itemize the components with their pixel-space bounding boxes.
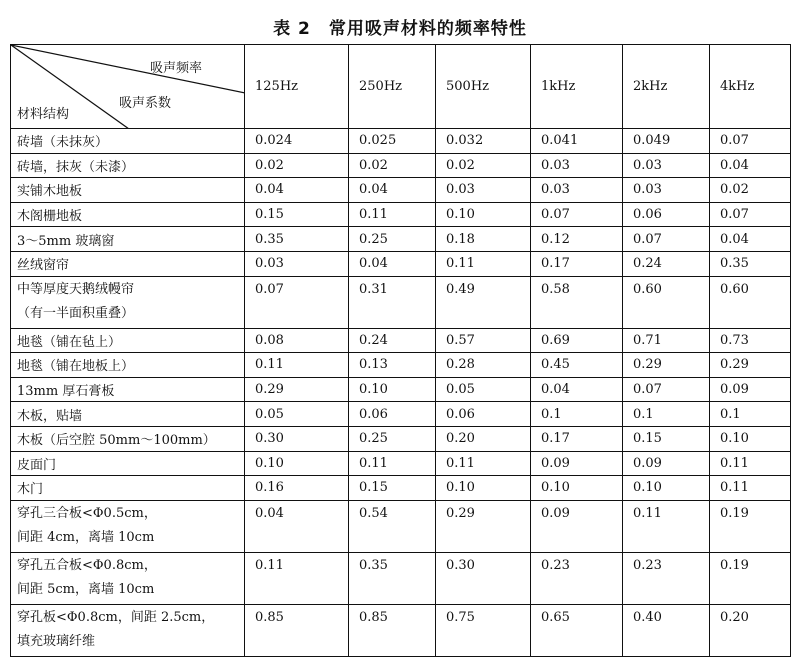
coefficient-cell: 0.85 [349,604,436,656]
table-row [11,604,791,656]
column-header-125hz: 125Hz [245,45,349,129]
coefficient-cell: 0.49 [436,276,531,328]
coefficient-cell: 0.30 [436,552,531,604]
coefficient-cell: 0.31 [349,276,436,328]
coefficient-cell: 0.04 [349,251,436,276]
header-row [11,45,791,129]
coefficient-cell: 0.10 [436,476,531,501]
material-text: 穿孔板<Φ0.8cm，间距 2.5cm， [17,610,215,626]
coefficient-cell: 0.10 [245,451,349,476]
coefficient-cell: 0.11 [245,552,349,604]
material-cell [11,402,245,427]
material-text: 木板（后空腔 50mm～100mm） [17,433,216,449]
coefficient-cell: 0.07 [623,377,710,402]
material-text: 穿孔三合板<Φ0.5cm， [17,506,157,522]
table-row [11,227,791,252]
coefficient-cell: 0.13 [349,353,436,378]
table-row [11,276,791,328]
coefficient-cell: 0.10 [436,202,531,227]
coefficient-cell: 0.024 [245,129,349,154]
coefficient-cell: 0.11 [349,202,436,227]
coefficient-cell: 0.041 [531,129,623,154]
coefficient-cell: 0.09 [531,451,623,476]
coefficient-cell: 0.06 [436,402,531,427]
corner-header-cell [11,45,245,129]
material-text: 填充玻璃纤维 [17,634,96,650]
corner-label-frequency: 吸声频率 [149,61,202,76]
coefficient-cell: 0.25 [349,227,436,252]
table-row [11,251,791,276]
coefficient-cell: 0.20 [710,604,791,656]
coefficient-cell: 0.15 [245,202,349,227]
coefficient-cell: 0.049 [623,129,710,154]
corner-label-coefficient: 吸声系数 [119,96,172,111]
coefficient-cell: 0.73 [710,328,791,353]
material-text: 实铺木地板 [17,184,83,200]
material-cell [11,178,245,203]
coefficient-cell: 0.03 [623,153,710,178]
coefficient-cell: 0.17 [531,426,623,451]
coefficient-cell: 0.05 [436,377,531,402]
coefficient-cell: 0.19 [710,500,791,552]
material-cell [11,227,245,252]
material-cell [11,552,245,604]
coefficient-cell: 0.11 [710,476,791,501]
coefficient-cell: 0.71 [623,328,710,353]
material-cell [11,476,245,501]
absorption-table [10,44,791,657]
material-text: 丝绒窗帘 [17,258,70,274]
coefficient-cell: 0.03 [623,178,710,203]
coefficient-cell: 0.25 [349,426,436,451]
coefficient-cell: 0.10 [531,476,623,501]
coefficient-cell: 0.04 [710,227,791,252]
material-text: 地毯（铺在地板上） [17,359,135,375]
coefficient-cell: 0.1 [531,402,623,427]
column-header-1khz: 1kHz [531,45,623,129]
column-header-2khz: 2kHz [623,45,710,129]
material-cell [11,426,245,451]
coefficient-cell: 0.12 [531,227,623,252]
coefficient-cell: 0.30 [245,426,349,451]
coefficient-cell: 0.06 [349,402,436,427]
material-cell [11,276,245,328]
material-text: 砖墙（未抹灰） [17,135,109,151]
material-text: 间距 4cm，离墙 10cm [17,530,155,546]
table-row [11,426,791,451]
coefficient-cell: 0.04 [245,500,349,552]
coefficient-cell: 0.40 [623,604,710,656]
coefficient-cell: 0.04 [531,377,623,402]
coefficient-cell: 0.29 [623,353,710,378]
material-cell [11,251,245,276]
coefficient-cell: 0.85 [245,604,349,656]
coefficient-cell: 0.23 [531,552,623,604]
coefficient-cell: 0.04 [245,178,349,203]
material-text: 3～5mm 玻璃窗 [17,233,115,249]
coefficient-cell: 0.07 [245,276,349,328]
material-cell [11,328,245,353]
coefficient-cell: 0.04 [349,178,436,203]
coefficient-cell: 0.05 [245,402,349,427]
coefficient-cell: 0.09 [623,451,710,476]
material-text: 13mm 厚石膏板 [17,384,115,400]
material-cell [11,202,245,227]
table-row [11,129,791,154]
coefficient-cell: 0.03 [531,178,623,203]
coefficient-cell: 0.07 [623,227,710,252]
coefficient-cell: 0.35 [710,251,791,276]
material-cell [11,129,245,154]
table-row [11,476,791,501]
table-row [11,552,791,604]
coefficient-cell: 0.02 [349,153,436,178]
table-row [11,202,791,227]
coefficient-cell: 0.04 [710,153,791,178]
coefficient-cell: 0.1 [623,402,710,427]
coefficient-cell: 0.24 [349,328,436,353]
coefficient-cell: 0.23 [623,552,710,604]
table-row [11,402,791,427]
coefficient-cell: 0.65 [531,604,623,656]
table-title: 表 2 常用吸声材料的频率特性 [273,19,527,39]
coefficient-cell: 0.11 [623,500,710,552]
material-text: 地毯（铺在毡上） [17,334,122,350]
material-cell [11,353,245,378]
coefficient-cell: 0.11 [349,451,436,476]
material-text: 皮面门 [17,457,57,473]
material-cell [11,377,245,402]
table-row [11,153,791,178]
coefficient-cell: 0.17 [531,251,623,276]
coefficient-cell: 0.29 [245,377,349,402]
coefficient-cell: 0.45 [531,353,623,378]
coefficient-cell: 0.09 [710,377,791,402]
coefficient-cell: 0.03 [245,251,349,276]
material-cell [11,500,245,552]
coefficient-cell: 0.18 [436,227,531,252]
coefficient-cell: 0.11 [436,251,531,276]
table-row [11,500,791,552]
material-text: 木板，贴墙 [17,408,83,424]
coefficient-cell: 0.09 [531,500,623,552]
coefficient-cell: 0.35 [349,552,436,604]
table-row [11,377,791,402]
material-cell [11,451,245,476]
coefficient-cell: 0.1 [710,402,791,427]
coefficient-cell: 0.07 [710,202,791,227]
column-header-4khz: 4kHz [710,45,791,129]
coefficient-cell: 0.29 [436,500,531,552]
coefficient-cell: 0.35 [245,227,349,252]
coefficient-cell: 0.07 [710,129,791,154]
coefficient-cell: 0.19 [710,552,791,604]
coefficient-cell: 0.57 [436,328,531,353]
coefficient-cell: 0.60 [710,276,791,328]
corner-label-material: 材料结构 [17,107,70,122]
material-text: 砖墙，抹灰（未漆） [17,159,135,175]
coefficient-cell: 0.75 [436,604,531,656]
coefficient-cell: 0.08 [245,328,349,353]
table-row [11,353,791,378]
coefficient-cell: 0.025 [349,129,436,154]
coefficient-cell: 0.03 [531,153,623,178]
material-text: 木门 [17,482,44,498]
table-row [11,451,791,476]
material-text: 穿孔五合板<Φ0.8cm， [17,558,157,574]
coefficient-cell: 0.11 [436,451,531,476]
coefficient-cell: 0.24 [623,251,710,276]
coefficient-cell: 0.07 [531,202,623,227]
coefficient-cell: 0.16 [245,476,349,501]
material-text: 木阁栅地板 [17,209,83,225]
coefficient-cell: 0.69 [531,328,623,353]
material-cell [11,604,245,656]
coefficient-cell: 0.032 [436,129,531,154]
coefficient-cell: 0.28 [436,353,531,378]
column-header-500hz: 500Hz [436,45,531,129]
coefficient-cell: 0.06 [623,202,710,227]
table-row [11,178,791,203]
material-text: 间距 5cm，离墙 10cm [17,582,155,598]
coefficient-cell: 0.02 [710,178,791,203]
coefficient-cell: 0.29 [710,353,791,378]
coefficient-cell: 0.20 [436,426,531,451]
coefficient-cell: 0.03 [436,178,531,203]
coefficient-cell: 0.02 [436,153,531,178]
material-cell [11,153,245,178]
table-row [11,328,791,353]
coefficient-cell: 0.15 [623,426,710,451]
coefficient-cell: 0.10 [710,426,791,451]
table-body [11,129,791,657]
coefficient-cell: 0.54 [349,500,436,552]
material-text: 中等厚度天鹅绒幔帘 [17,282,135,298]
material-text: （有一半面积重叠） [17,306,135,322]
coefficient-cell: 0.15 [349,476,436,501]
coefficient-cell: 0.10 [349,377,436,402]
coefficient-cell: 0.10 [623,476,710,501]
coefficient-cell: 0.02 [245,153,349,178]
coefficient-cell: 0.60 [623,276,710,328]
coefficient-cell: 0.11 [710,451,791,476]
coefficient-cell: 0.11 [245,353,349,378]
coefficient-cell: 0.58 [531,276,623,328]
column-header-250hz: 250Hz [349,45,436,129]
